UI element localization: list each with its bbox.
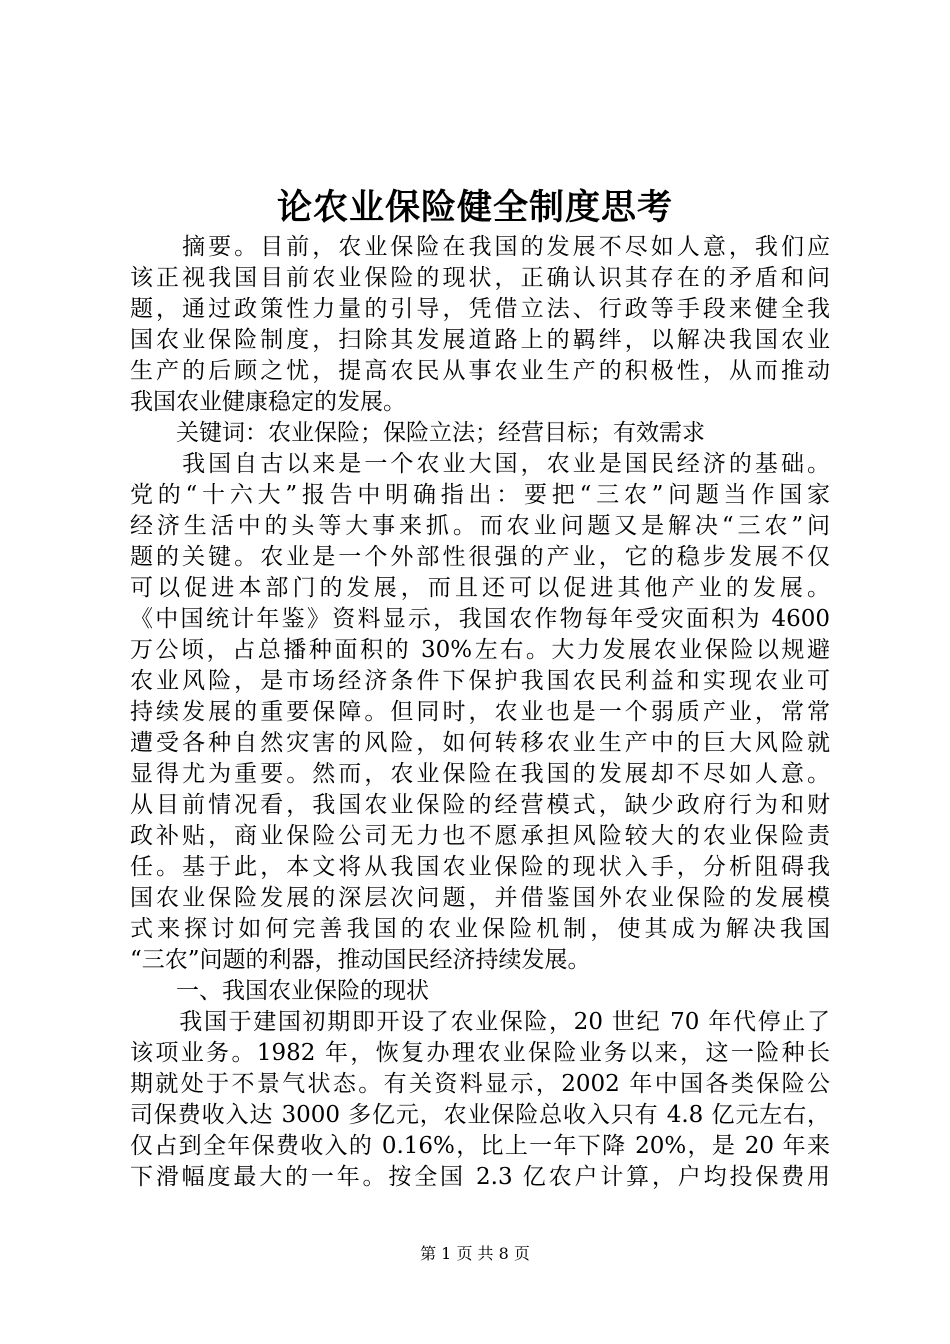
text-line: 该项业务。1982 年，恢复办理农业保险业务以来，这一险种长	[130, 1040, 830, 1066]
text-line: 摘要。目前，农业保险在我国的发展不尽如人意，我们应	[130, 234, 830, 260]
text-line: 政补贴，商业保险公司无力也不愿承担风险较大的农业保险责	[130, 823, 830, 849]
document-title: 论农业保险健全制度思考	[276, 187, 673, 228]
text-line: 我国农业健康稳定的发展。	[130, 389, 406, 415]
text-line: 题的关键。农业是一个外部性很强的产业，它的稳步发展不仅	[130, 544, 830, 570]
text-line: 经济生活中的头等大事来抓。而农业问题又是解决“三农”问	[130, 513, 830, 539]
text-line: “三农”问题的利器，推动国民经济持续发展。	[130, 947, 591, 973]
text-line: 式来探讨如何完善我国的农业保险机制，使其成为解决我国	[130, 916, 830, 942]
text-line: 显得尤为重要。然而，农业保险在我国的发展却不尽如人意。	[130, 761, 830, 787]
text-line: 下滑幅度最大的一年。按全国 2.3 亿农户计算，户均投保费用	[130, 1164, 830, 1190]
text-line: 期就处于不景气状态。有关资料显示，2002 年中国各类保险公	[130, 1071, 830, 1097]
text-line: 我国于建国初期即开设了农业保险，20 世纪 70 年代停止了	[130, 1009, 830, 1035]
text-line: 任。基于此，本文将从我国农业保险的现状入手，分析阻碍我	[130, 854, 830, 880]
text-line: 党的“十六大”报告中明确指出：要把“三农”问题当作国家	[130, 482, 830, 508]
text-line: 国农业保险制度，扫除其发展道路上的羁绊，以解决我国农业	[130, 327, 830, 353]
text-line: 从目前情况看，我国农业保险的经营模式，缺少政府行为和财	[130, 792, 830, 818]
document-body	[130, 232, 830, 1193]
text-line: 题，通过政策性力量的引导，凭借立法、行政等手段来健全我	[130, 296, 830, 322]
text-line: 我国自古以来是一个农业大国，农业是国民经济的基础。	[130, 451, 830, 477]
page-footer: 第 1 页 共 8 页	[420, 1244, 530, 1263]
text-line: 一、我国农业保险的现状	[130, 978, 429, 1004]
text-line: 农业风险，是市场经济条件下保护我国农民利益和实现农业可	[130, 668, 830, 694]
text-line: 关键词：农业保险；保险立法；经营目标；有效需求	[130, 420, 705, 446]
text-line: 《中国统计年鉴》资料显示，我国农作物每年受灾面积为 4600	[130, 606, 830, 632]
text-line: 可以促进本部门的发展，而且还可以促进其他产业的发展。	[130, 575, 830, 601]
text-line: 持续发展的重要保障。但同时，农业也是一个弱质产业，常常	[130, 699, 830, 725]
text-line: 国农业保险发展的深层次问题，并借鉴国外农业保险的发展模	[130, 885, 830, 911]
text-line: 仅占到全年保费收入的 0.16%，比上一年下降 20%，是 20 年来	[130, 1133, 830, 1159]
text-line: 司保费收入达 3000 多亿元，农业保险总收入只有 4.8 亿元左右，	[130, 1102, 830, 1128]
text-line: 遭受各种自然灾害的风险，如何转移农业生产中的巨大风险就	[130, 730, 830, 756]
text-line: 生产的后顾之忧，提高农民从事农业生产的积极性，从而推动	[130, 358, 830, 384]
text-line: 万公顷，占总播种面积的 30%左右。大力发展农业保险以规避	[130, 637, 830, 663]
text-line: 该正视我国目前农业保险的现状，正确认识其存在的矛盾和问	[130, 265, 830, 291]
